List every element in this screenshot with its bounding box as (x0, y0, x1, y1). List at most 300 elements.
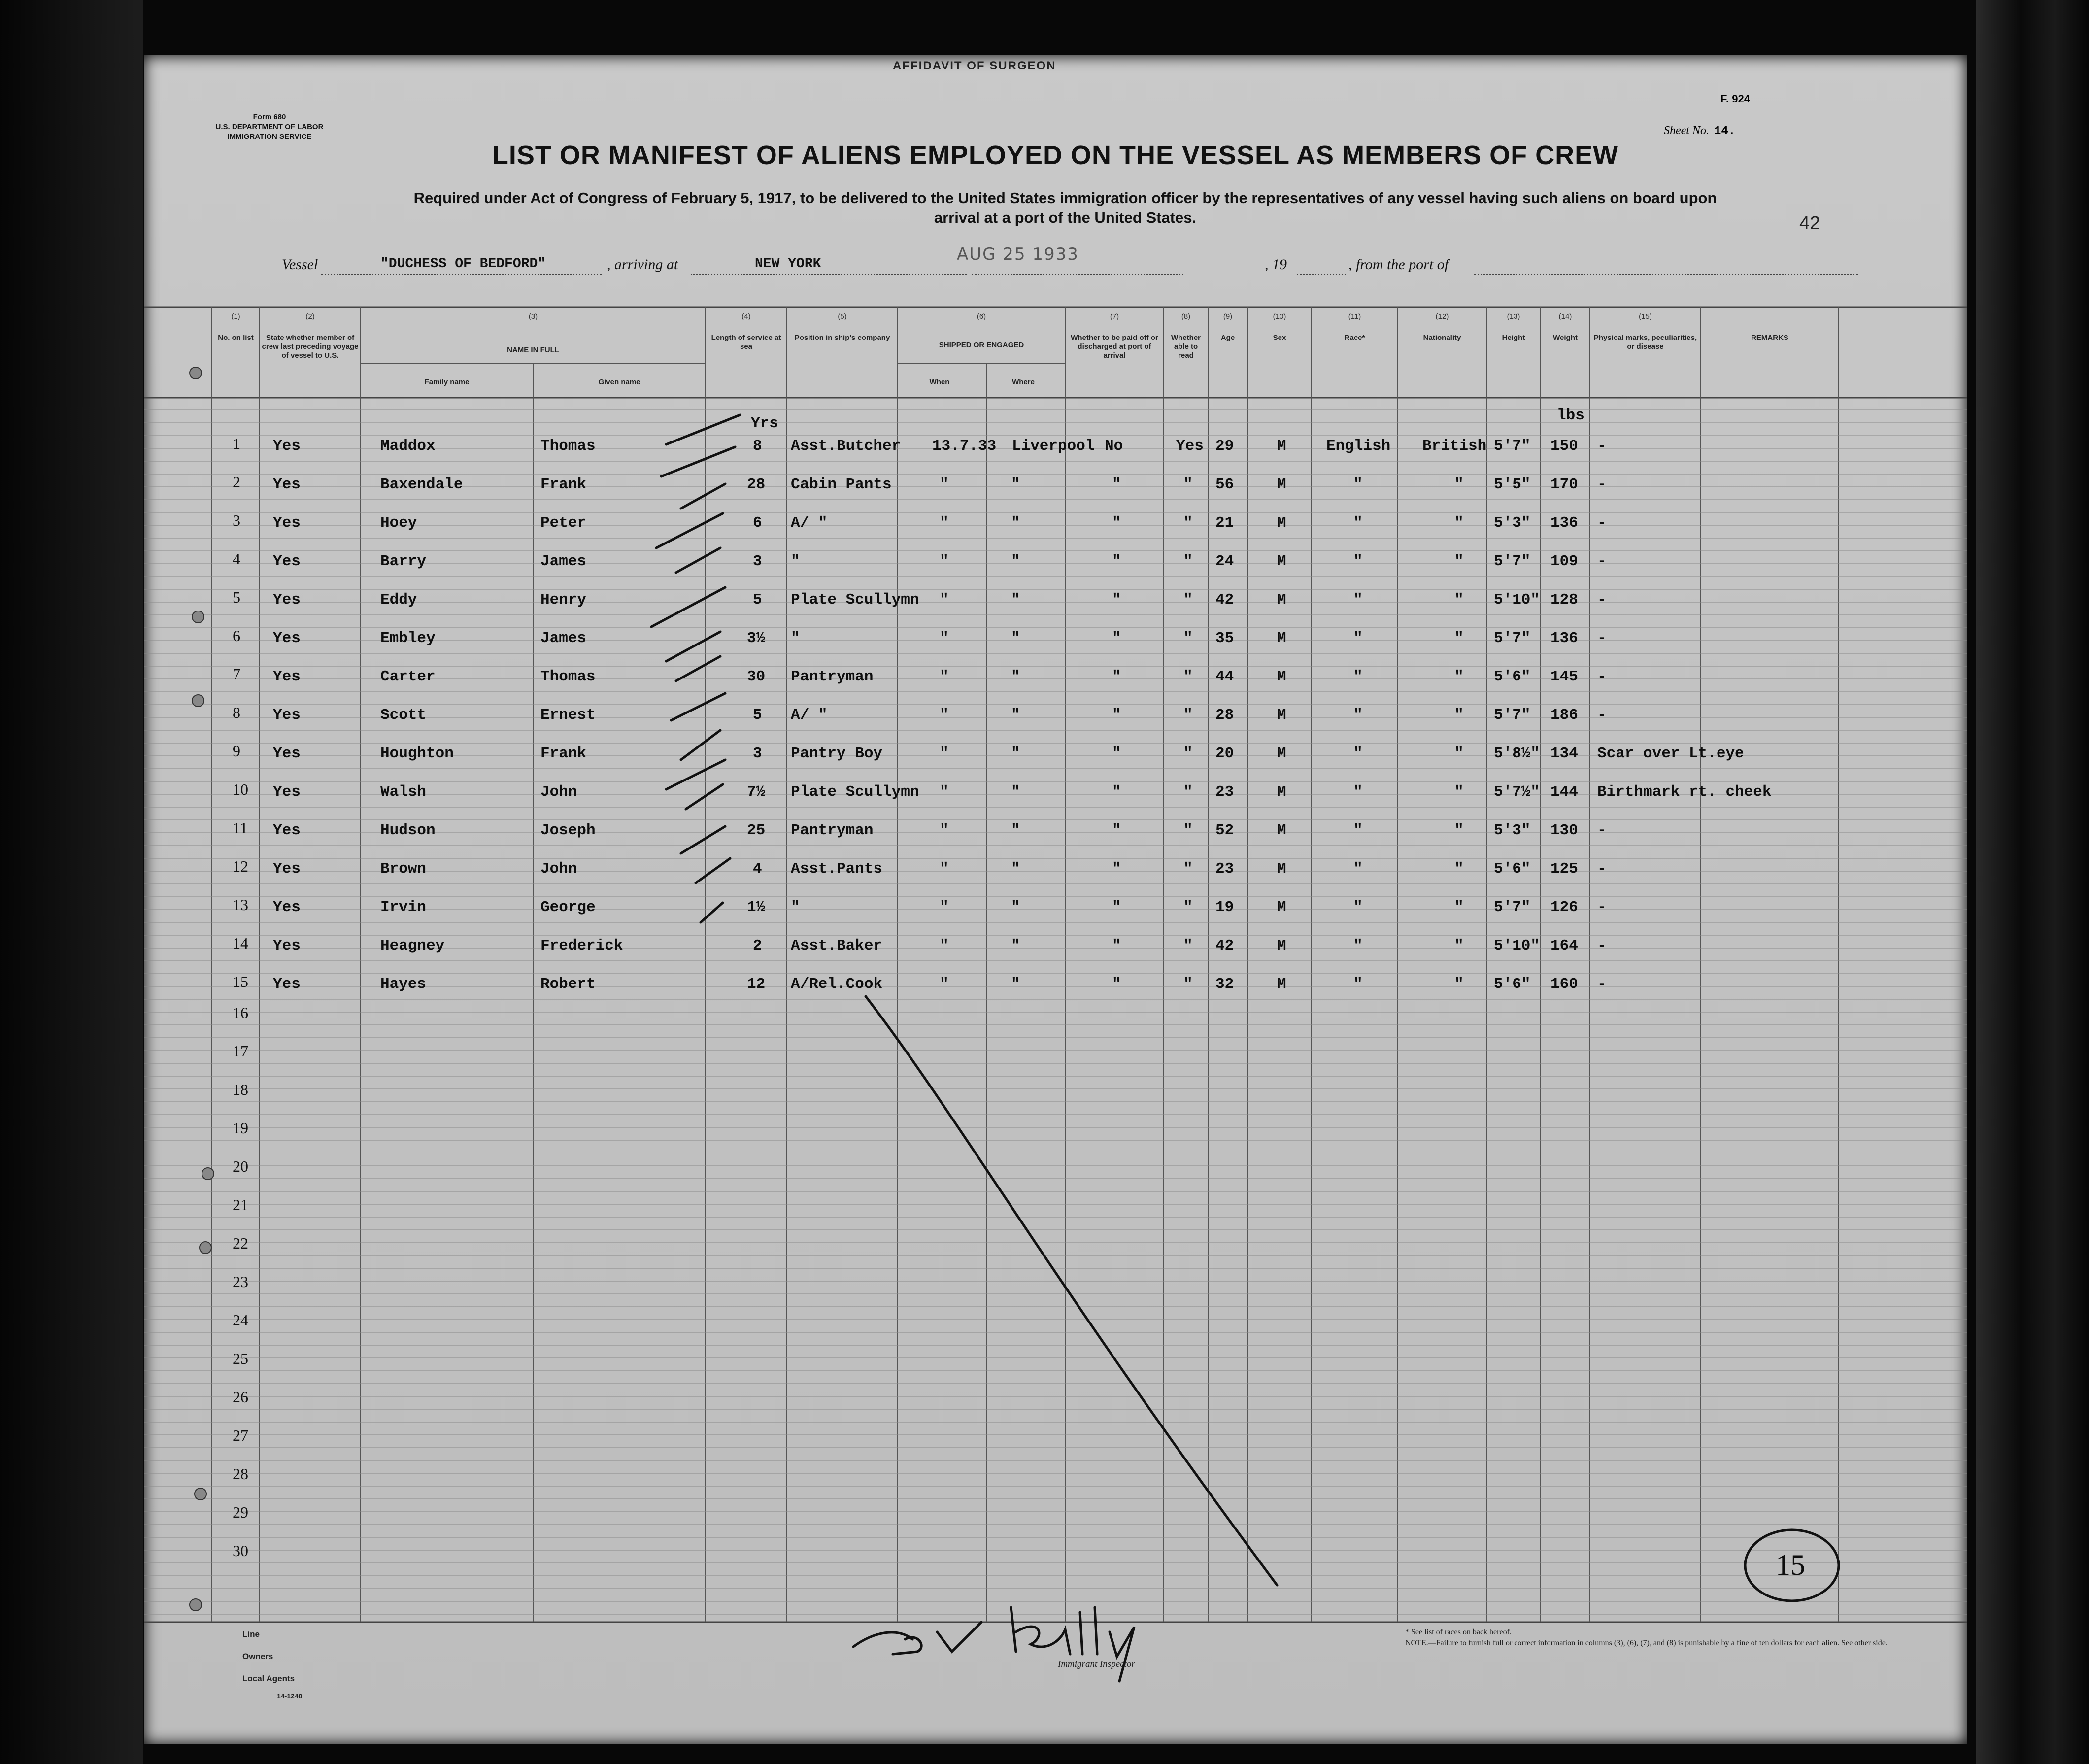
cell-paid: " (1112, 591, 1121, 609)
cell-height: 5'7" (1494, 707, 1531, 724)
cell-where: " (1011, 860, 1020, 878)
service-unit: Yrs (751, 415, 778, 432)
cell-service: 4 (753, 860, 762, 878)
cell-height: 5'7½" (1494, 783, 1540, 801)
cell-height: 5'3" (1494, 822, 1531, 839)
column-subheader: When (929, 378, 950, 386)
cell-family: Barry (380, 553, 427, 570)
cell-service: 8 (753, 438, 762, 455)
column-number: (8) (1181, 312, 1191, 321)
cell-family: Heagney (380, 937, 445, 954)
column-header: No. on list (218, 334, 254, 342)
cell-given: John (540, 783, 577, 801)
cell-nat: " (1454, 476, 1464, 493)
cell-when: " (940, 668, 949, 685)
subtitle-line-2: arrival at a port of the United States. (934, 209, 1197, 226)
row-number: 10 (233, 780, 248, 798)
footnote-races: * See list of races on back hereof. (1405, 1628, 1512, 1636)
footnote-penalty: NOTE.—Failure to furnish full or correct information in columns (3), (6), (7), and (8) is punishable by a fine of ten dollars for each alien. See other side. (1405, 1639, 1887, 1647)
cell-family: Baxendale (380, 476, 463, 493)
cell-service: 2 (753, 937, 762, 954)
service-name: IMMIGRATION SERVICE (227, 133, 312, 141)
cell-age: 35 (1215, 630, 1234, 647)
cell-when: " (940, 553, 949, 570)
column-header: Length of service at sea (711, 334, 781, 351)
cell-weight: 109 (1550, 553, 1578, 570)
cell-given: Robert (540, 976, 596, 993)
cell-paid: No (1105, 438, 1123, 455)
cell-when: " (940, 514, 949, 532)
cell-position: Pantry Boy (791, 745, 883, 762)
cell-age: 19 (1215, 899, 1234, 916)
row-number: 17 (233, 1042, 248, 1060)
cell-height: 5'5" (1494, 476, 1531, 493)
cell-family: Irvin (380, 899, 427, 916)
cell-given: Thomas (540, 668, 596, 685)
cell-marks: - (1597, 476, 1607, 493)
cell-read: Yes (1176, 438, 1204, 455)
row-number: 15 (233, 973, 248, 990)
cell-weight: 126 (1550, 899, 1578, 916)
cell-service: 3 (753, 553, 762, 570)
cell-given: Peter (540, 514, 587, 532)
column-number: (1) (231, 312, 240, 321)
cell-service: 7½ (747, 783, 766, 801)
row-number: 5 (233, 588, 240, 606)
cell-nat: British (1422, 438, 1487, 455)
cell-marks: - (1597, 822, 1607, 839)
cell-when: " (940, 783, 949, 801)
cell-marks: - (1597, 591, 1607, 609)
cell-position: " (791, 553, 800, 570)
column-header: Nationality (1423, 334, 1461, 342)
cell-paid: " (1112, 783, 1121, 801)
cell-given: James (540, 630, 587, 647)
cell-age: 32 (1215, 976, 1234, 993)
cell-family: Hudson (380, 822, 436, 839)
cell-read: " (1183, 668, 1193, 685)
cell-crew: Yes (273, 514, 301, 532)
cell-where: " (1011, 476, 1020, 493)
column-number: (14) (1558, 312, 1572, 321)
row-number: 12 (233, 857, 248, 875)
cell-height: 5'6" (1494, 668, 1531, 685)
cell-service: 5 (753, 591, 762, 609)
column-number: (12) (1435, 312, 1449, 321)
cell-paid: " (1112, 630, 1121, 647)
column-number: (4) (741, 312, 751, 321)
cell-when: " (940, 937, 949, 954)
cell-crew: Yes (273, 438, 301, 455)
cell-age: 28 (1215, 707, 1234, 724)
sheet-value: 14. (1714, 125, 1736, 138)
cell-crew: Yes (273, 476, 301, 493)
row-number: 4 (233, 550, 240, 568)
cell-position: Plate Scullymn (791, 783, 919, 801)
cell-family: Embley (380, 630, 436, 647)
column-header: REMARKS (1751, 334, 1788, 342)
cell-marks: - (1597, 553, 1607, 570)
cell-given: Frank (540, 745, 587, 762)
cell-where: " (1011, 745, 1020, 762)
cell-position: A/Rel.Cook (791, 976, 883, 993)
cell-where: Liverpool (1012, 438, 1095, 455)
row-number: 28 (233, 1465, 248, 1483)
cell-weight: 164 (1550, 937, 1578, 954)
page-title: LIST OR MANIFEST OF ALIENS EMPLOYED ON THE VESSEL AS MEMBERS OF CREW (492, 140, 1619, 170)
cell-read: " (1183, 783, 1193, 801)
cell-nat: " (1454, 860, 1464, 878)
cell-height: 5'7" (1494, 630, 1531, 647)
cell-family: Maddox (380, 438, 436, 455)
cell-sex: M (1277, 668, 1286, 685)
row-number: 21 (233, 1196, 248, 1214)
cell-nat: " (1454, 668, 1464, 685)
cell-race: " (1353, 591, 1363, 609)
cell-height: 5'10" (1494, 937, 1540, 954)
cell-when: " (940, 976, 949, 993)
column-number: (5) (838, 312, 847, 321)
cell-family: Scott (380, 707, 427, 724)
cell-paid: " (1112, 476, 1121, 493)
row-number: 8 (233, 704, 240, 721)
cell-sex: M (1277, 899, 1286, 916)
line-label: Line (242, 1629, 260, 1639)
column-number: (15) (1639, 312, 1652, 321)
cell-service: 12 (747, 976, 766, 993)
column-subheader: Where (1012, 378, 1035, 386)
cell-age: 21 (1215, 514, 1234, 532)
cell-where: " (1011, 668, 1020, 685)
cell-read: " (1183, 822, 1193, 839)
column-header: Position in ship's company (794, 334, 890, 342)
cell-nat: " (1454, 514, 1464, 532)
cell-race: " (1353, 783, 1363, 801)
cell-paid: " (1112, 937, 1121, 954)
cell-crew: Yes (273, 899, 301, 916)
cell-where: " (1011, 783, 1020, 801)
cell-weight: 150 (1550, 438, 1578, 455)
cell-weight: 125 (1550, 860, 1578, 878)
cell-race: " (1353, 822, 1363, 839)
cell-race: " (1353, 630, 1363, 647)
cell-marks: - (1597, 937, 1607, 954)
cell-where: " (1011, 514, 1020, 532)
column-header: Age (1220, 334, 1235, 342)
cell-crew: Yes (273, 553, 301, 570)
cell-weight: 160 (1550, 976, 1578, 993)
cell-position: " (791, 630, 800, 647)
cell-marks: - (1597, 668, 1607, 685)
manifest-sheet (144, 55, 1967, 1744)
cell-where: " (1011, 822, 1020, 839)
column-number: (2) (305, 312, 315, 321)
cell-family: Hoey (380, 514, 417, 532)
row-number: 29 (233, 1503, 248, 1521)
cell-race: " (1353, 668, 1363, 685)
cell-position: A/ " (791, 707, 828, 724)
department-name: U.S. DEPARTMENT OF LABOR (215, 123, 324, 131)
cell-given: Joseph (540, 822, 596, 839)
cell-age: 42 (1215, 591, 1234, 609)
cell-given: James (540, 553, 587, 570)
arriving-label: , arriving at (607, 256, 678, 272)
inspector-signature (853, 1607, 1134, 1681)
cell-read: " (1183, 860, 1193, 878)
cell-service: 25 (747, 822, 766, 839)
cell-crew: Yes (273, 822, 301, 839)
cell-sex: M (1277, 438, 1286, 455)
cell-race: " (1353, 745, 1363, 762)
column-number: (11) (1348, 312, 1361, 321)
form-code: 14-1240 (277, 1692, 303, 1700)
cell-nat: " (1454, 783, 1464, 801)
cell-paid: " (1112, 553, 1121, 570)
cell-sex: M (1277, 630, 1286, 647)
cell-when: " (940, 860, 949, 878)
cell-nat: " (1454, 630, 1464, 647)
column-number: (3) (528, 312, 538, 321)
cell-where: " (1011, 937, 1020, 954)
date-stamp: AUG 25 1933 (957, 244, 1079, 264)
cell-crew: Yes (273, 668, 301, 685)
film-edge-right (1976, 0, 2089, 1764)
cell-paid: " (1112, 976, 1121, 993)
cell-nat: " (1454, 937, 1464, 954)
cell-weight: 128 (1550, 591, 1578, 609)
cell-age: 44 (1215, 668, 1234, 685)
cell-weight: 136 (1550, 630, 1578, 647)
cell-when: " (940, 822, 949, 839)
row-number: 9 (233, 742, 240, 760)
cell-given: Thomas (540, 438, 596, 455)
row-number: 7 (233, 665, 240, 683)
cell-weight: 130 (1550, 822, 1578, 839)
cell-paid: " (1112, 822, 1121, 839)
cell-position: " (791, 899, 800, 916)
cell-given: Frank (540, 476, 587, 493)
cell-sex: M (1277, 745, 1286, 762)
cell-given: John (540, 860, 577, 878)
row-number: 13 (233, 896, 248, 914)
cell-service: 3½ (747, 630, 766, 647)
cell-given: Henry (540, 591, 587, 609)
row-number: 26 (233, 1388, 248, 1406)
cell-family: Walsh (380, 783, 427, 801)
cell-sex: M (1277, 783, 1286, 801)
from-label: , from the port of (1348, 256, 1449, 272)
cell-race: " (1353, 899, 1363, 916)
cell-read: " (1183, 745, 1193, 762)
column-header: State whether member of crew last preceding voyage of vessel to U.S. (262, 334, 359, 360)
film-edge-left (0, 0, 143, 1764)
cell-nat: " (1454, 822, 1464, 839)
cell-age: 23 (1215, 783, 1234, 801)
row-number: 22 (233, 1234, 248, 1252)
cell-sex: M (1277, 860, 1286, 878)
cell-crew: Yes (273, 976, 301, 993)
cell-service: 6 (753, 514, 762, 532)
cell-crew: Yes (273, 707, 301, 724)
row-number: 11 (233, 819, 248, 837)
cell-age: 24 (1215, 553, 1234, 570)
top-stamp: AFFIDAVIT OF SURGEON (893, 59, 1056, 72)
cell-sex: M (1277, 707, 1286, 724)
cell-where: " (1011, 630, 1020, 647)
row-number: 6 (233, 627, 240, 645)
cell-race: " (1353, 707, 1363, 724)
cell-weight: 136 (1550, 514, 1578, 532)
cell-age: 52 (1215, 822, 1234, 839)
cell-given: Ernest (540, 707, 596, 724)
cell-crew: Yes (273, 860, 301, 878)
cell-position: Asst.Butcher (791, 438, 901, 455)
column-number: (7) (1110, 312, 1119, 321)
cell-marks: - (1597, 707, 1607, 724)
cell-family: Eddy (380, 591, 417, 609)
cell-marks: - (1597, 899, 1607, 916)
row-number: 24 (233, 1311, 248, 1329)
cell-position: Asst.Pants (791, 860, 883, 878)
row-number: 18 (233, 1081, 248, 1098)
cell-position: A/ " (791, 514, 828, 532)
form-number: Form 680 (253, 113, 286, 121)
cell-age: 23 (1215, 860, 1234, 878)
cell-race: " (1353, 514, 1363, 532)
cell-nat: " (1454, 899, 1464, 916)
cell-marks: - (1597, 438, 1607, 455)
cell-height: 5'10" (1494, 591, 1540, 609)
row-number: 19 (233, 1119, 248, 1137)
cell-when: " (940, 707, 949, 724)
cell-family: Carter (380, 668, 436, 685)
cell-sex: M (1277, 591, 1286, 609)
year-label: , 19 (1265, 256, 1287, 272)
cell-read: " (1183, 553, 1193, 570)
cell-height: 5'6" (1494, 976, 1531, 993)
row-number: 14 (233, 934, 248, 952)
subtitle-line-1: Required under Act of Congress of February 5, 1917, to be delivered to the United States immigration officer by the representatives of any vessel having such aliens on board upon (413, 189, 1717, 206)
cell-marks: - (1597, 976, 1607, 993)
cell-age: 29 (1215, 438, 1234, 455)
cell-read: " (1183, 899, 1193, 916)
cell-weight: 144 (1550, 783, 1578, 801)
cell-sex: M (1277, 822, 1286, 839)
cell-position: Cabin Pants (791, 476, 892, 493)
cell-given: George (540, 899, 596, 916)
cell-sex: M (1277, 553, 1286, 570)
cell-nat: " (1454, 976, 1464, 993)
cell-weight: 170 (1550, 476, 1578, 493)
cell-when: 13.7.33 (932, 438, 997, 455)
cell-nat: " (1454, 745, 1464, 762)
vessel-label: Vessel (282, 256, 318, 272)
cell-where: " (1011, 976, 1020, 993)
cell-race: " (1353, 860, 1363, 878)
cell-when: " (940, 745, 949, 762)
cell-when: " (940, 476, 949, 493)
cell-age: 20 (1215, 745, 1234, 762)
column-header: SHIPPED OR ENGAGED (939, 341, 1024, 349)
owners-label: Owners (242, 1652, 273, 1661)
local-agents-label: Local Agents (242, 1674, 295, 1683)
cell-paid: " (1112, 707, 1121, 724)
weight-unit: lbs (1557, 407, 1584, 424)
inspector-label: Immigrant Inspector (1058, 1659, 1135, 1669)
cell-race: " (1353, 553, 1363, 570)
column-header: Physical marks, peculiarities, or disease (1593, 334, 1697, 351)
cell-crew: Yes (273, 937, 301, 954)
cell-service: 3 (753, 745, 762, 762)
column-header: Whether able to read (1171, 334, 1201, 360)
cell-service: 30 (747, 668, 766, 685)
cell-where: " (1011, 553, 1020, 570)
cell-weight: 186 (1550, 707, 1578, 724)
cell-service: 28 (747, 476, 766, 493)
cell-service: 5 (753, 707, 762, 724)
cell-paid: " (1112, 668, 1121, 685)
cell-family: Houghton (380, 745, 454, 762)
cell-paid: " (1112, 514, 1121, 532)
cell-height: 5'6" (1494, 860, 1531, 878)
arriving-value: NEW YORK (755, 256, 821, 271)
cell-crew: Yes (273, 591, 301, 609)
cell-nat: " (1454, 553, 1464, 570)
cell-read: " (1183, 476, 1193, 493)
cell-sex: M (1277, 514, 1286, 532)
row-number: 23 (233, 1273, 248, 1290)
vessel-value: "DUCHESS OF BEDFORD" (380, 256, 546, 271)
cell-crew: Yes (273, 783, 301, 801)
cell-family: Hayes (380, 976, 427, 993)
circled-number: 15 (1776, 1549, 1805, 1581)
column-header: Sex (1273, 334, 1286, 342)
cell-position: Pantryman (791, 822, 874, 839)
cell-paid: " (1112, 899, 1121, 916)
column-header: NAME IN FULL (507, 346, 559, 354)
cell-sex: M (1277, 937, 1286, 954)
cell-when: " (940, 630, 949, 647)
row-number: 2 (233, 473, 240, 491)
row-number: 25 (233, 1350, 248, 1367)
column-subheader: Given name (598, 378, 640, 386)
cell-read: " (1183, 707, 1193, 724)
cell-when: " (940, 591, 949, 609)
cell-race: " (1353, 937, 1363, 954)
cell-race: " (1353, 976, 1363, 993)
cell-read: " (1183, 976, 1193, 993)
page-number: 42 (1799, 213, 1820, 234)
cell-marks: Birthmark rt. cheek (1597, 783, 1772, 801)
row-number: 30 (233, 1542, 248, 1560)
cell-position: Pantryman (791, 668, 874, 685)
row-number: 20 (233, 1157, 248, 1175)
sheet-label: Sheet No. (1664, 124, 1709, 137)
cell-nat: " (1454, 591, 1464, 609)
row-number: 27 (233, 1426, 248, 1444)
cell-crew: Yes (273, 745, 301, 762)
cell-age: 56 (1215, 476, 1234, 493)
cell-where: " (1011, 899, 1020, 916)
column-header: Whether to be paid off or discharged at port of arrival (1071, 334, 1158, 360)
cell-when: " (940, 899, 949, 916)
cell-race: " (1353, 476, 1363, 493)
column-number: (6) (977, 312, 986, 321)
cell-marks: - (1597, 860, 1607, 878)
cell-age: 42 (1215, 937, 1234, 954)
row-number: 1 (233, 435, 240, 452)
cell-where: " (1011, 591, 1020, 609)
